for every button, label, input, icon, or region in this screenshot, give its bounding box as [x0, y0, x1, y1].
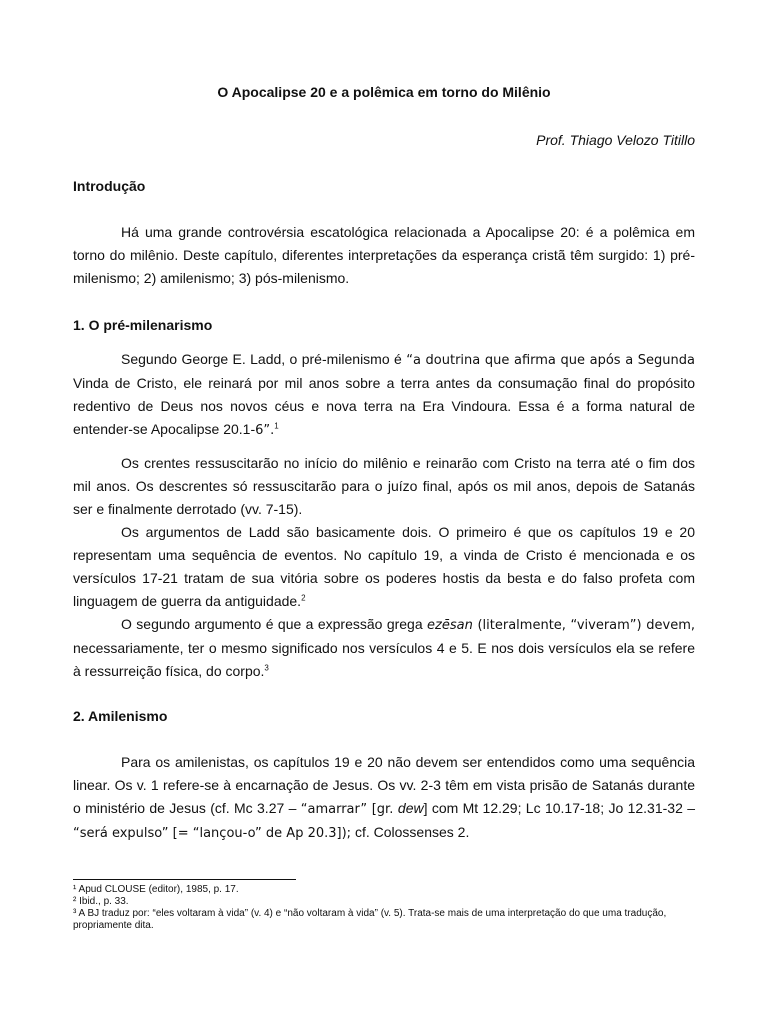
- footnote-ref-1[interactable]: 1: [274, 421, 279, 431]
- text-span: Para os amilenistas, os capítulos 19 e 20 não devem ser entendidos como uma sequência linear. Os v. 1 refere-se à encarnação de Jesus. Os vv. 2-3 têm em vista prisão de Satanás durante o ministério de Jesus (cf. Mc 3.27 –: [73, 754, 695, 816]
- intro-heading: Introdução: [73, 178, 146, 194]
- footnote-3: ³ A BJ traduz por: “eles voltaram à vida” (v. 4) e “não voltaram à vida” (v. 5). Trata-se mais de uma interpretação do que uma tradução, propriamente dita.: [73, 908, 667, 931]
- quote-span: “a doutrina que afirma que após a Segunda: [406, 353, 695, 368]
- footnotes: [73, 884, 695, 932]
- section1-heading: 1. O pré-milenarismo: [73, 317, 213, 333]
- footnote-ref-3[interactable]: 3: [264, 663, 269, 673]
- footnote-2: ² Ibid., p. 33.: [73, 896, 129, 907]
- quote-span: “amarrar” [gr.: [300, 802, 398, 817]
- section1-paragraph-1: [73, 348, 695, 442]
- text-span: cf. Colossenses 2.: [351, 824, 470, 840]
- greek-term: ezēsan: [427, 618, 473, 633]
- footnote-ref-2[interactable]: 2: [301, 593, 306, 603]
- quote-span: 6”.: [255, 423, 275, 438]
- greek-term: dew: [397, 800, 424, 816]
- text-span: Vinda de Cristo, ele reinará por mil anos sobre a terra antes da consumação final do propósito redentivo de Deus nos novos céus e nova terra na Era Vindoura. Essa é a forma natural de entender-se Apocalipse 20.1-: [73, 375, 695, 437]
- text-span: Segundo George E. Ladd, o pré-milenismo é: [121, 351, 407, 367]
- section1-paragraph-2: Os crentes ressuscitarão no início do milênio e reinarão com Cristo na terra até o fim dos mil anos. Os descrentes só ressuscitarão para o juízo final, após os mil anos, depois de Satanás ser e finalmente derrotado (vv. 7-15).: [73, 455, 695, 517]
- document-title: O Apocalipse 20 e a polêmica em torno do Milênio: [217, 84, 551, 100]
- section2-heading: 2. Amilenismo: [73, 708, 168, 724]
- text-span: ] com Mt 12.29; Lc 10.17-18; Jo 12.31-32 –: [423, 800, 695, 816]
- text-span: O segundo argumento é que a expressão grega: [121, 616, 428, 632]
- quote-span: (literalmente, “viveram”) devem,: [472, 618, 695, 633]
- text-span: necessariamente, ter o mesmo significado nos versículos 4 e 5. E nos dois versículos ela se refere à ressurreição física, do corpo.: [73, 640, 695, 679]
- section1-paragraph-4: [73, 613, 695, 683]
- author-line: Prof. Thiago Velozo Titillo: [536, 132, 695, 148]
- quote-span: “será expulso” [= “lançou-o” de Ap 20.3]);: [73, 826, 352, 841]
- text-span: Os argumentos de Ladd são basicamente dois. O primeiro é que os capítulos 19 e 20 representam uma sequência de eventos. No capítulo 19, a vinda de Cristo é mencionada e os versículos 17-21 tratam de sua vitória sobre os poderes hostis da besta e do falso profeta com linguagem de guerra da antiguidade.: [73, 524, 695, 609]
- intro-paragraph: Há uma grande controvérsia escatológica relacionada a Apocalipse 20: é a polêmica em torno do milênio. Deste capítulo, diferentes interpretações da esperança cristã têm surgido: 1) pré-milenismo; 2) amilenismo; 3) pós-milenismo.: [73, 224, 695, 286]
- section1-paragraph-3: [73, 521, 695, 613]
- footnote-divider: [73, 879, 296, 880]
- section2-paragraph-1: [73, 751, 695, 845]
- footnote-1: ¹ Apud CLOUSE (editor), 1985, p. 17.: [73, 884, 239, 895]
